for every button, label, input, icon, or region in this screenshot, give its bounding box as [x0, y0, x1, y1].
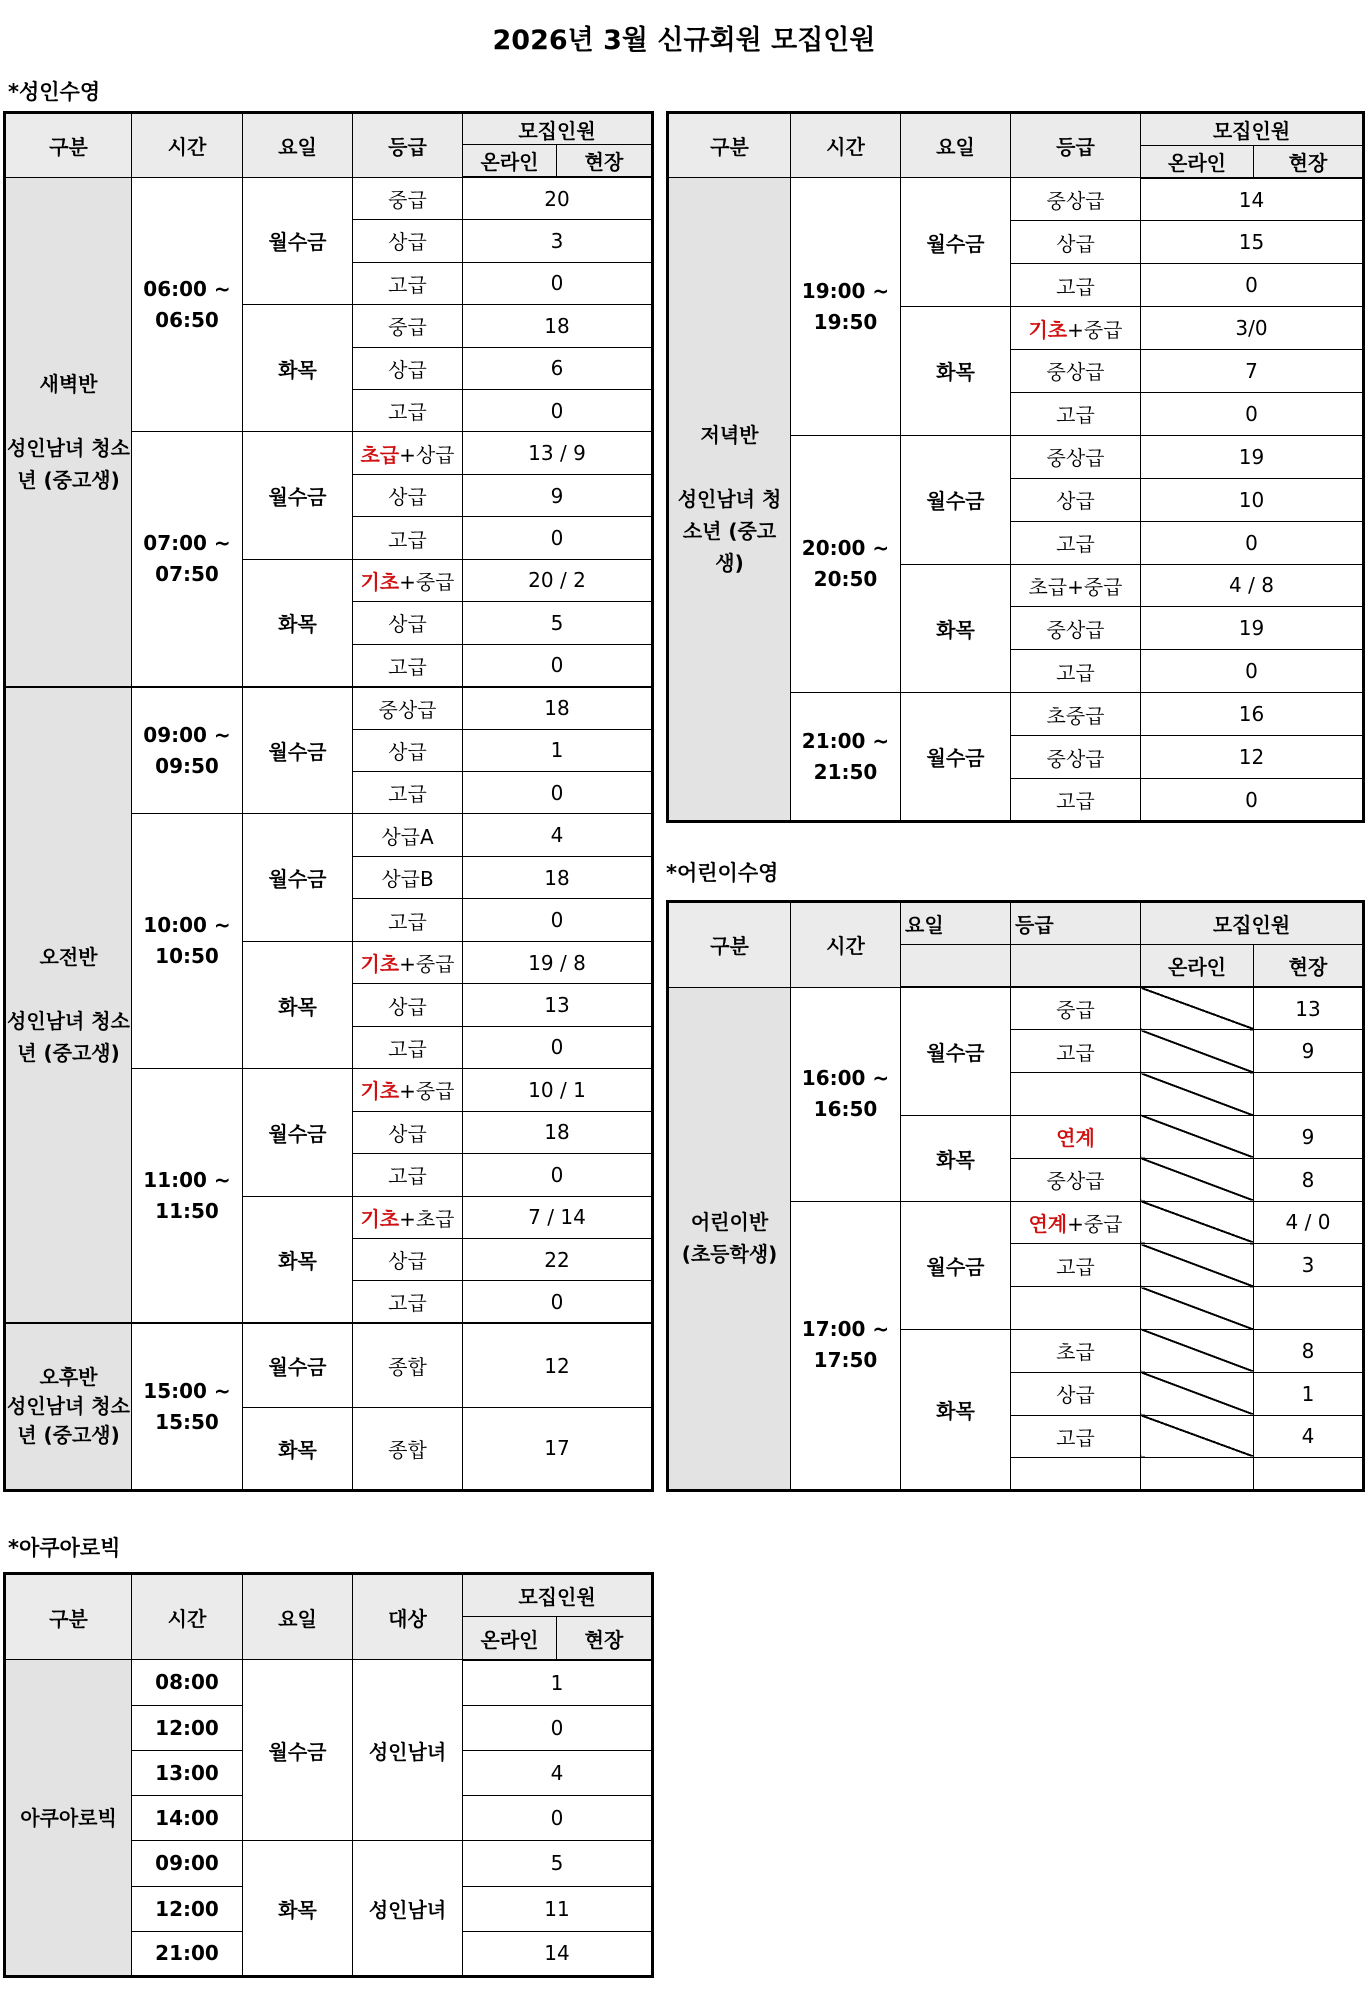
level-cell: 연계 [1011, 1115, 1141, 1158]
level-cell [1011, 1287, 1141, 1330]
group-aqua: 아쿠아로빅 [5, 1660, 132, 1977]
time-slot: 06:00 ~ 06:50 [132, 177, 243, 432]
level-cell: 중급 [353, 305, 463, 347]
count-cell: 0 [463, 1705, 653, 1750]
count-cell [1254, 1287, 1364, 1330]
time-slot: 21:00 [132, 1931, 243, 1976]
header-onsite: 현장 [557, 145, 653, 177]
time-slot: 10:00 ~ 10:50 [132, 814, 243, 1069]
level-cell: 종합 [353, 1407, 463, 1490]
count-cell: 0 [463, 644, 653, 686]
level-cell: 기초+초급 [353, 1196, 463, 1238]
online-na-cell [1141, 1073, 1254, 1116]
level-cell: 고급 [1011, 1244, 1141, 1287]
day-tt: 화목 [243, 1841, 353, 1977]
level-cell: 고급 [1011, 392, 1141, 435]
level-cell: 고급 [1011, 650, 1141, 693]
count-cell: 0 [463, 1796, 653, 1841]
section-adult-title: *성인수영 [8, 80, 101, 104]
count-cell: 0 [463, 899, 653, 941]
count-cell: 9 [1254, 1030, 1364, 1073]
count-cell: 15 [1141, 221, 1364, 264]
day-mwf: 월수금 [243, 814, 353, 941]
count-cell: 6 [463, 347, 653, 389]
count-cell: 18 [463, 856, 653, 898]
count-cell: 13 [463, 984, 653, 1026]
level-cell: 고급 [353, 1154, 463, 1196]
evening-schedule-table [666, 111, 1365, 823]
count-cell: 3 [463, 220, 653, 262]
count-cell: 9 [463, 474, 653, 516]
count-cell: 19 [1141, 607, 1364, 650]
group-kids: 어린이반 (초등학생) [668, 987, 791, 1490]
level-cell: 고급 [353, 644, 463, 686]
count-cell: 10 [1141, 478, 1364, 521]
count-cell: 0 [463, 772, 653, 814]
header-level: 등급 [353, 113, 463, 178]
count-cell: 7 [1141, 350, 1364, 393]
count-cell: 11 [463, 1886, 653, 1931]
level-cell: 초급+상급 [353, 432, 463, 474]
count-cell: 0 [463, 1281, 653, 1323]
level-cell: 상급 [1011, 221, 1141, 264]
level-cell: 고급 [353, 517, 463, 559]
count-cell: 20 [463, 177, 653, 219]
count-cell: 3/0 [1141, 307, 1364, 350]
count-cell: 4 / 0 [1254, 1201, 1364, 1244]
time-slot: 19:00 ~ 19:50 [791, 178, 901, 435]
count-cell: 0 [463, 1154, 653, 1196]
day-tt: 화목 [901, 307, 1011, 436]
level-cell: 기초+중급 [353, 559, 463, 601]
count-cell: 1 [1254, 1372, 1364, 1415]
page-title: 2026년 3월 신규회원 모집인원 [492, 25, 876, 56]
level-cell: 상급 [353, 602, 463, 644]
count-cell: 7 / 14 [463, 1196, 653, 1238]
level-cell [1011, 1458, 1141, 1491]
count-cell: 4 [1254, 1415, 1364, 1458]
target-cell: 성인남녀 [353, 1841, 463, 1977]
header-blank [901, 944, 1011, 987]
online-na-cell [1141, 1030, 1254, 1073]
header-online: 온라인 [1141, 944, 1254, 987]
level-cell: 고급 [1011, 779, 1141, 822]
header-recruit: 모집인원 [463, 1574, 653, 1617]
online-na-cell [1141, 1287, 1254, 1330]
day-mwf: 월수금 [901, 693, 1011, 822]
header-target: 대상 [353, 1574, 463, 1660]
count-cell: 0 [1141, 392, 1364, 435]
header-time: 시간 [791, 902, 901, 988]
level-cell: 상급 [353, 1111, 463, 1153]
header-recruit: 모집인원 [1141, 902, 1364, 945]
level-cell: 중상급 [1011, 435, 1141, 478]
header-recruit: 모집인원 [463, 113, 653, 145]
count-cell: 19 [1141, 435, 1364, 478]
count-cell: 0 [463, 517, 653, 559]
time-slot: 21:00 ~ 21:50 [791, 693, 901, 822]
count-cell: 18 [463, 1111, 653, 1153]
adult-schedule-table [3, 111, 654, 1492]
count-cell: 22 [463, 1239, 653, 1281]
level-cell: 고급 [353, 772, 463, 814]
header-day: 요일 [901, 113, 1011, 178]
level-cell: 고급 [353, 1026, 463, 1068]
day-tt: 화목 [243, 559, 353, 686]
time-slot: 15:00 ~ 15:50 [132, 1323, 243, 1490]
header-online: 온라인 [463, 145, 557, 177]
count-cell: 5 [463, 602, 653, 644]
header-recruit: 모집인원 [1141, 113, 1364, 146]
level-cell: 중상급 [353, 687, 463, 729]
day-mwf: 월수금 [243, 687, 353, 814]
day-mwf: 월수금 [901, 987, 1011, 1115]
level-cell: 고급 [353, 899, 463, 941]
day-tt: 화목 [901, 564, 1011, 693]
day-tt: 화목 [243, 941, 353, 1068]
level-cell: 중급 [353, 177, 463, 219]
time-slot: 11:00 ~ 11:50 [132, 1069, 243, 1324]
header-time: 시간 [132, 113, 243, 178]
count-cell: 14 [463, 1931, 653, 1976]
day-tt: 화목 [901, 1115, 1011, 1201]
level-cell: 상급 [353, 220, 463, 262]
count-cell: 0 [463, 262, 653, 304]
level-cell: 고급 [1011, 1030, 1141, 1073]
group-evening: 저녁반 성인남녀 청소년 (중고생) [668, 178, 791, 822]
online-na-cell [1141, 1158, 1254, 1201]
online-na-cell [1141, 1201, 1254, 1244]
time-slot: 12:00 [132, 1705, 243, 1750]
count-cell: 18 [463, 687, 653, 729]
day-mwf: 월수금 [901, 435, 1011, 564]
level-cell: 기초+중급 [1011, 307, 1141, 350]
day-mwf: 월수금 [243, 432, 353, 559]
count-cell: 14 [1141, 178, 1364, 221]
header-group: 구분 [668, 902, 791, 988]
day-tt: 화목 [243, 305, 353, 432]
group-morning: 오전반 성인남녀 청소년 (중고생) [5, 687, 132, 1324]
header-day: 요일 [243, 1574, 353, 1660]
count-cell: 9 [1254, 1115, 1364, 1158]
level-cell: 고급 [353, 262, 463, 304]
level-cell: 초급+중급 [1011, 564, 1141, 607]
level-cell: 중상급 [1011, 178, 1141, 221]
header-day: 요일 [243, 113, 353, 178]
header-group: 구분 [5, 113, 132, 178]
day-tt: 화목 [243, 1196, 353, 1323]
level-cell: 기초+중급 [353, 1069, 463, 1111]
day-mwf: 월수금 [243, 1069, 353, 1196]
level-cell: 상급B [353, 856, 463, 898]
count-cell [1254, 1073, 1364, 1116]
level-cell: 상급 [353, 347, 463, 389]
time-slot: 09:00 ~ 09:50 [132, 687, 243, 814]
level-cell: 중상급 [1011, 607, 1141, 650]
count-cell [1254, 1458, 1364, 1491]
count-cell: 16 [1141, 693, 1364, 736]
day-tt: 화목 [901, 1329, 1011, 1490]
header-online: 온라인 [1141, 145, 1254, 178]
time-slot: 13:00 [132, 1750, 243, 1795]
level-cell: 기초+중급 [353, 941, 463, 983]
section-kids-title: *어린이수영 [666, 861, 779, 885]
level-cell: 중상급 [1011, 1158, 1141, 1201]
level-cell: 고급 [353, 1281, 463, 1323]
day-mwf: 월수금 [243, 177, 353, 304]
count-cell: 1 [463, 729, 653, 771]
count-cell: 3 [1254, 1244, 1364, 1287]
time-slot: 08:00 [132, 1660, 243, 1705]
header-level: 등급 [1011, 113, 1141, 178]
count-cell: 1 [463, 1660, 653, 1705]
level-cell: 상급 [353, 984, 463, 1026]
count-cell: 12 [1141, 736, 1364, 779]
group-dawn: 새벽반 성인남녀 청소년 (중고생) [5, 177, 132, 686]
time-slot: 14:00 [132, 1796, 243, 1841]
time-slot: 16:00 ~ 16:50 [791, 987, 901, 1201]
online-na-cell [1141, 987, 1254, 1030]
level-cell: 연계+중급 [1011, 1201, 1141, 1244]
level-cell [1011, 1073, 1141, 1116]
time-slot: 09:00 [132, 1841, 243, 1886]
level-cell: 상급 [353, 474, 463, 516]
time-slot: 07:00 ~ 07:50 [132, 432, 243, 687]
header-onsite: 현장 [1254, 944, 1364, 987]
level-cell: 상급 [353, 729, 463, 771]
count-cell: 13 / 9 [463, 432, 653, 474]
count-cell: 8 [1254, 1329, 1364, 1372]
day-mwf: 월수금 [901, 1201, 1011, 1329]
level-cell: 고급 [1011, 264, 1141, 307]
day-tt: 화목 [243, 1407, 353, 1490]
header-onsite: 현장 [557, 1617, 653, 1660]
count-cell: 4 [463, 814, 653, 856]
count-cell: 5 [463, 1841, 653, 1886]
online-na-cell [1141, 1115, 1254, 1158]
level-cell: 중상급 [1011, 736, 1141, 779]
level-cell: 상급 [1011, 1372, 1141, 1415]
count-cell: 13 [1254, 987, 1364, 1030]
online-cell [1141, 1458, 1254, 1491]
count-cell: 17 [463, 1407, 653, 1490]
count-cell: 8 [1254, 1158, 1364, 1201]
level-cell: 상급 [353, 1239, 463, 1281]
level-cell: 고급 [1011, 1415, 1141, 1458]
time-slot: 20:00 ~ 20:50 [791, 435, 901, 692]
header-time: 시간 [132, 1574, 243, 1660]
count-cell: 4 / 8 [1141, 564, 1364, 607]
count-cell: 20 / 2 [463, 559, 653, 601]
day-mwf: 월수금 [243, 1660, 353, 1841]
count-cell: 0 [1141, 264, 1364, 307]
count-cell: 0 [463, 1026, 653, 1068]
count-cell: 0 [1141, 521, 1364, 564]
online-na-cell [1141, 1415, 1254, 1458]
kids-schedule-table [666, 900, 1365, 1492]
count-cell: 0 [1141, 779, 1364, 822]
count-cell: 0 [463, 389, 653, 431]
level-cell: 초급 [1011, 1329, 1141, 1372]
aqua-schedule-table [3, 1572, 654, 1978]
section-aqua-title: *아쿠아로빅 [8, 1536, 121, 1560]
day-mwf: 월수금 [901, 178, 1011, 307]
time-slot: 17:00 ~ 17:50 [791, 1201, 901, 1490]
header-level: 등급 [1011, 902, 1141, 945]
level-cell: 상급 [1011, 478, 1141, 521]
count-cell: 4 [463, 1750, 653, 1795]
header-onsite: 현장 [1254, 145, 1364, 178]
day-mwf: 월수금 [243, 1323, 353, 1407]
header-group: 구분 [668, 113, 791, 178]
level-cell: 고급 [1011, 521, 1141, 564]
online-na-cell [1141, 1329, 1254, 1372]
count-cell: 12 [463, 1323, 653, 1407]
header-group: 구분 [5, 1574, 132, 1660]
header-time: 시간 [791, 113, 901, 178]
level-cell: 상급A [353, 814, 463, 856]
target-cell: 성인남녀 [353, 1660, 463, 1841]
level-cell: 중급 [1011, 987, 1141, 1030]
level-cell: 고급 [353, 389, 463, 431]
header-day: 요일 [901, 902, 1011, 945]
level-cell: 초중급 [1011, 693, 1141, 736]
time-slot: 12:00 [132, 1886, 243, 1931]
level-cell: 중상급 [1011, 350, 1141, 393]
header-online: 온라인 [463, 1617, 557, 1660]
online-na-cell [1141, 1372, 1254, 1415]
count-cell: 10 / 1 [463, 1069, 653, 1111]
count-cell: 18 [463, 305, 653, 347]
count-cell: 0 [1141, 650, 1364, 693]
count-cell: 19 / 8 [463, 941, 653, 983]
group-afternoon: 오후반 성인남녀 청소년 (중고생) [5, 1323, 132, 1490]
header-blank [1011, 944, 1141, 987]
online-na-cell [1141, 1244, 1254, 1287]
level-cell: 종합 [353, 1323, 463, 1407]
